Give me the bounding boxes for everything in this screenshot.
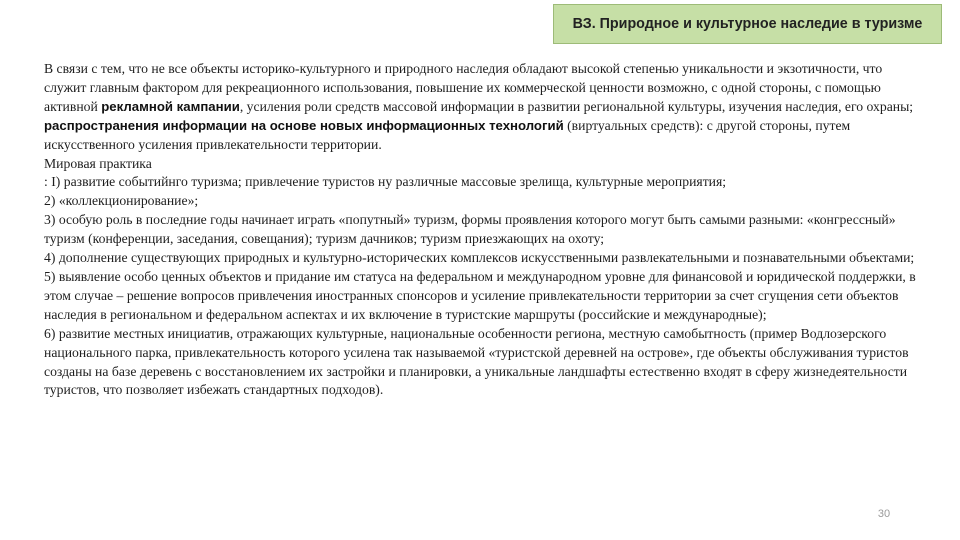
intro-text-end: (виртуальных средств): с другой стороны, путем искусственного усиления привлекательности территории.: [44, 117, 851, 152]
page-number: 30: [877, 508, 891, 520]
paragraph-intro: [44, 60, 924, 155]
intro-text-start: В связи с тем, что не все объекты историко-культурного и природного наследия обладают высокой степенью уникальности и экзотичности, что служит главным фактором для рекреационного использования, повышение их коммерческой ценности возможно, с одной стороны, с помощью активной: [44, 61, 883, 114]
list-item-5: 5) выявление особо ценных объектов и придание им статуса на федеральном и международном уровне для финансовой и юридической поддержки, в этом случае – решение вопросов привлечения иностранных спонсоров и усиление привлекательности территории за счет сгущения сети объектов наследия в региональном и федеральном аспектах и их включение в туристские маршруты (российские и международные);: [44, 268, 916, 322]
list-item-2: 2) «коллекционирование»;: [44, 193, 199, 209]
slide-title: ВЗ. Природное и культурное наследие в туризме: [553, 4, 942, 44]
paragraph-world-practice: Мировая практика: [44, 155, 152, 171]
list-item-6: 6) развитие местных инициатив, отражающих культурные, национальные особенности региона, местную самобытность (пример Водлозерского национального парка, привлекательность которого усилена так называемой «туристской деревней на острове», где объекты обслуживания туристов созданы на базе деревень с восстановлением их застройки и планировки, а уникальные ландшафты естественно входят в сферу жизнедеятельности туристов, что позволяет избежать стандартных подходов).: [44, 325, 909, 398]
emphasis-advertising-campaign: рекламной кампании: [101, 98, 240, 114]
emphasis-information-technologies: распространения информации на основе новых информационных технологий: [44, 117, 564, 133]
list-item-3: 3) особую роль в последние годы начинает играть «попутный» туризм, формы проявления которого могут быть самыми разными: «конгрессный» туризм (конференции, заседания, совещания); туризм дачников; туризм приезжающих на охоту;: [44, 212, 896, 247]
body-text: [44, 60, 924, 400]
intro-text-middle: , усиления роли средств массовой информации в развитии региональной культуры, изучения наследия, его охраны;: [239, 98, 914, 114]
list-item-4: 4) дополнение существующих природных и культурно-исторических комплексов искусственными развлекательными и познавательными объектами;: [44, 250, 915, 266]
list-item-1: : I) развитие событийнго туризма; привлечение туристов ну различные массовые зрелища, культурные мероприятия;: [44, 174, 727, 190]
